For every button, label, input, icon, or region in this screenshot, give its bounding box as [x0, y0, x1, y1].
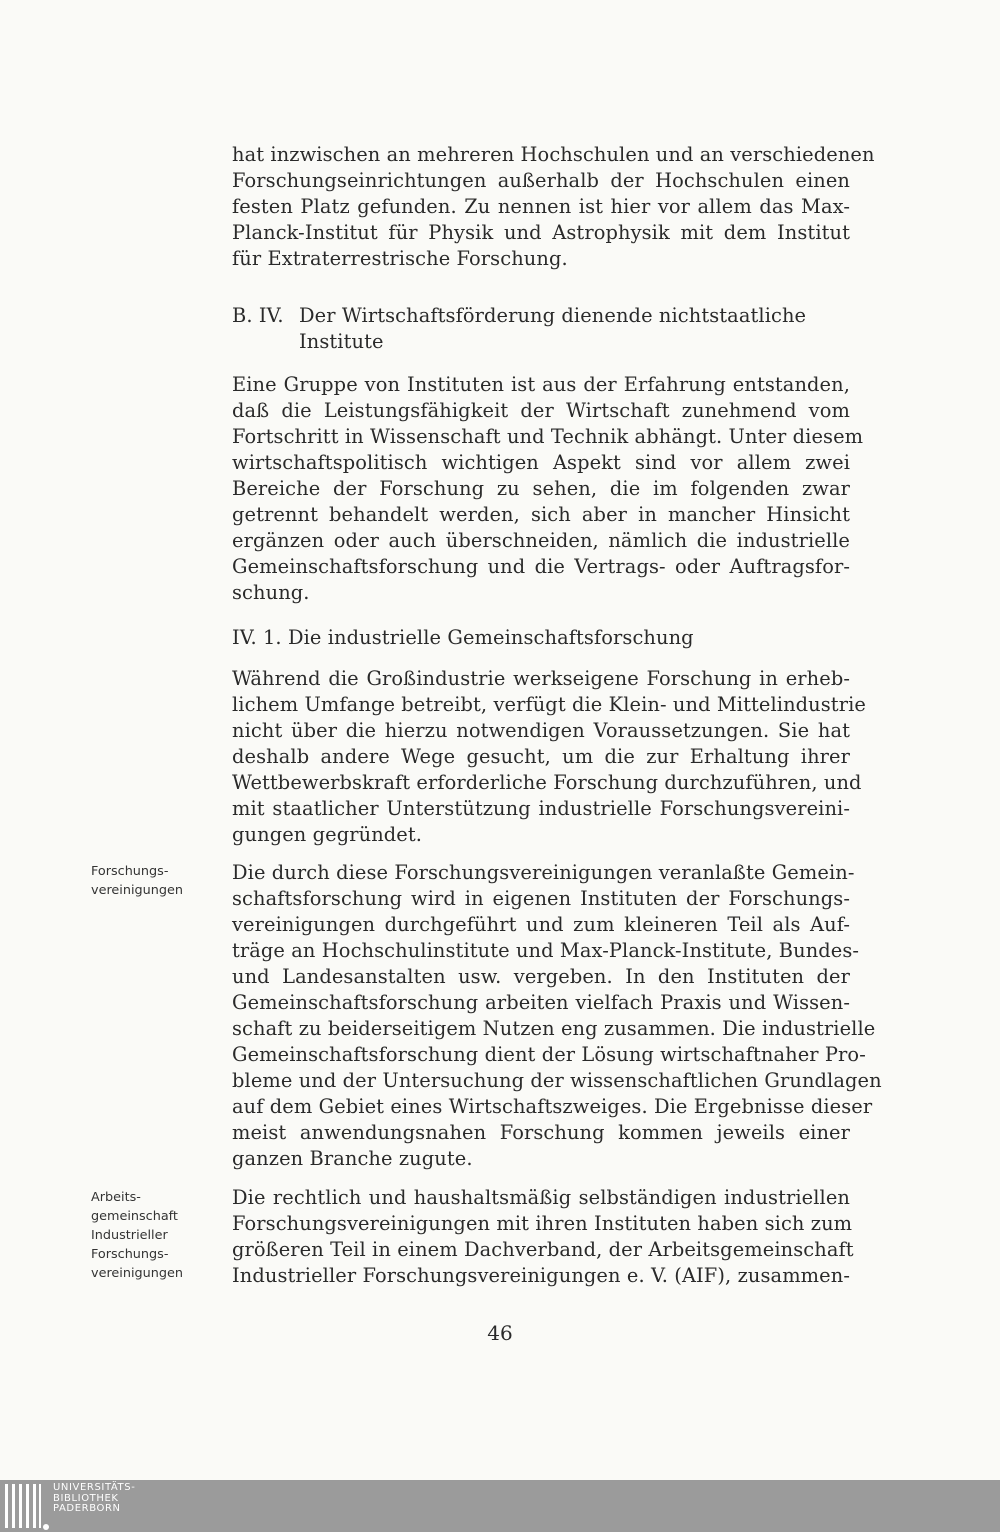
text-line: Gemeinschaftsforschung und die Vertrags- oder Auftragsfor- [232, 555, 850, 578]
text-line: Wettbewerbskraft erforderliche Forschung durchzuführen, und [232, 771, 862, 794]
text-line: Forschungseinrichtungen außerhalb der Hochschulen einen [232, 169, 850, 192]
text-line: getrennt behandelt werden, sich aber in mancher Hinsicht [232, 503, 850, 526]
subsection-heading: IV. 1. Die industrielle Gemeinschaftsforschung [232, 626, 694, 649]
library-barcode-logo-icon [5, 1480, 45, 1532]
text-line: Forschungsvereinigungen mit ihren Instituten haben sich zum [232, 1212, 853, 1235]
section-label: B. IV. [232, 304, 284, 327]
text-line: für Extraterrestrische Forschung. [232, 247, 568, 270]
text-line: schaft zu beiderseitigem Nutzen eng zusammen. Die industrielle [232, 1017, 876, 1040]
text-line: nicht über die hierzu notwendigen Voraussetzungen. Sie hat [232, 719, 850, 742]
text-line: schung. [232, 581, 310, 604]
library-footer [0, 1480, 1000, 1532]
library-name-line: PADERBORN [53, 1503, 121, 1514]
text-line: ganzen Branche zugute. [232, 1147, 473, 1170]
text-line: Die rechtlich und haushaltsmäßig selbständigen industriellen [232, 1186, 850, 1209]
margin-note-line: Forschungs- [91, 1247, 169, 1262]
text-line: festen Platz gefunden. Zu nennen ist hier vor allem das Max- [232, 195, 850, 218]
text-line: Gemeinschaftsforschung dient der Lösung wirtschaftnaher Pro- [232, 1043, 866, 1066]
text-line: bleme und der Untersuchung der wissenschaftlichen Grundlagen [232, 1069, 882, 1092]
text-line: schaftsforschung wird in eigenen Instituten der Forschungs- [232, 887, 850, 910]
text-line: meist anwendungsnahen Forschung kommen jeweils einer [232, 1121, 850, 1144]
text-line: mit staatlicher Unterstützung industrielle Forschungsvereini- [232, 797, 850, 820]
margin-note-line: vereinigungen [91, 883, 183, 898]
text-line: Planck-Institut für Physik und Astrophysik mit dem Institut [232, 221, 850, 244]
text-line: Eine Gruppe von Instituten ist aus der Erfahrung entstanden, [232, 373, 850, 396]
margin-note-line: Forschungs- [91, 864, 169, 879]
text-line: träge an Hochschulinstitute und Max-Planck-Institute, Bundes- [232, 939, 860, 962]
text-line: Während die Großindustrie werkseigene Forschung in erheb- [232, 667, 850, 690]
text-line: Bereiche der Forschung zu sehen, die im folgenden zwar [232, 477, 850, 500]
library-name-line: BIBLIOTHEK [53, 1492, 119, 1504]
margin-note-arbeitsgemeinschaft [91, 1188, 211, 1283]
library-name [53, 1483, 135, 1515]
text-line: ergänzen oder auch überschneiden, nämlich die industrielle [232, 529, 850, 552]
margin-note-line: Industrieller [91, 1228, 168, 1243]
section-title-line-1: Der Wirtschaftsförderung dienende nichtstaatliche [299, 304, 807, 327]
text-line: hat inzwischen an mehreren Hochschulen und an verschiedenen [232, 143, 875, 166]
text-line: wirtschaftspolitisch wichtigen Aspekt sind vor allem zwei [232, 451, 850, 474]
text-line: lichem Umfange betreibt, verfügt die Klein- und Mittelindustrie [232, 693, 866, 716]
text-line: größeren Teil in einem Dachverband, der Arbeitsgemeinschaft [232, 1238, 854, 1261]
text-line: vereinigungen durchgeführt und zum kleineren Teil als Auf- [232, 913, 850, 936]
text-line: Gemeinschaftsforschung arbeiten vielfach Praxis und Wissen- [232, 991, 850, 1014]
text-line: gungen gegründet. [232, 823, 423, 846]
section-title-line-2: Institute [299, 330, 384, 353]
text-line: Fortschritt in Wissenschaft und Technik abhängt. Unter diesem [232, 425, 864, 448]
text-line: auf dem Gebiet eines Wirtschaftszweiges. Die Ergebnisse dieser [232, 1095, 873, 1118]
text-line: und Landesanstalten usw. vergeben. In den Instituten der [232, 965, 850, 988]
text-line: Die durch diese Forschungsvereinigungen veranlaßte Gemein- [232, 861, 855, 884]
text-line: daß die Leistungsfähigkeit der Wirtschaft zunehmend vom [232, 399, 850, 422]
margin-note-line: Arbeits- [91, 1190, 141, 1205]
text-line: Industrieller Forschungsvereinigungen e. V. (AIF), zusammen- [232, 1264, 850, 1287]
margin-note-forschungsvereinigungen [91, 862, 211, 900]
library-name-line: UNIVERSITÄTS- [53, 1482, 136, 1493]
margin-note-line: gemeinschaft [91, 1209, 178, 1224]
margin-note-line: vereinigungen [91, 1266, 183, 1281]
text-line: deshalb andere Wege gesucht, um die zur Erhaltung ihrer [232, 745, 850, 768]
page-number: 46 [487, 1321, 513, 1345]
